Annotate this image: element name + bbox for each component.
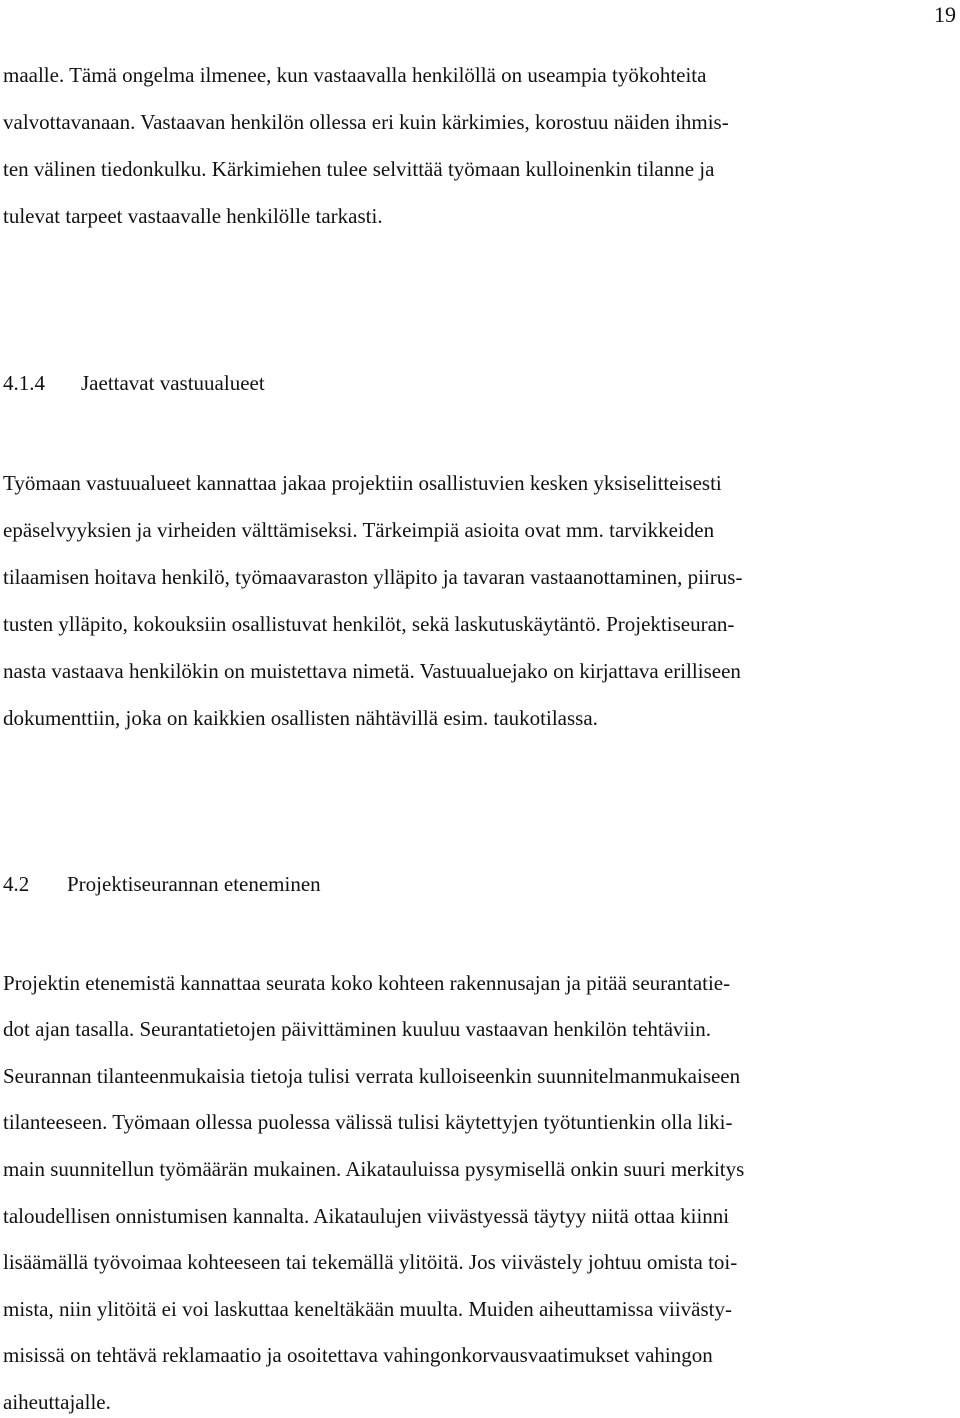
text-line: tilaamisen hoitava henkilö, työmaavaraston ylläpito ja tavaran vastaanottaminen, piirus-	[3, 565, 743, 589]
section-title: Jaettavat vastuualueet	[81, 371, 265, 395]
text-line: misissä on tehtävä reklamaatio ja osoitettava vahingonkorvausvaatimukset vahingon	[3, 1343, 713, 1367]
text-line: nasta vastaava henkilökin on muistettava nimetä. Vastuualuejako on kirjattava erilliseen	[3, 659, 741, 683]
text-line: tusten ylläpito, kokouksiin osallistuvat henkilöt, sekä laskutuskäytäntö. Projektiseuran-	[3, 612, 735, 636]
text-line: epäselvyyksien ja virheiden välttämiseksi. Tärkeimpiä asioita ovat mm. tarvikkeiden	[3, 518, 715, 542]
section-number: 4.1.4	[3, 371, 45, 395]
page-number: 19	[934, 2, 956, 27]
text-line: taloudellisen onnistumisen kannalta. Aikataulujen viivästyessä täytyy niitä ottaa kiinni	[3, 1204, 730, 1228]
text-line: Seurannan tilanteenmukaisia tietoja tulisi verrata kulloiseenkin suunnitelmanmukaiseen	[3, 1064, 741, 1088]
section-number: 4.2	[3, 872, 30, 896]
text-line: mista, niin ylitöitä ei voi laskuttaa keneltäkään muulta. Muiden aiheuttamissa viivästy-	[3, 1297, 733, 1321]
text-line: ten välinen tiedonkulku. Kärkimiehen tulee selvittää työmaan kulloinenkin tilanne ja	[3, 157, 715, 181]
text-line: valvottavanaan. Vastaavan henkilön ollessa eri kuin kärkimies, korostuu näiden ihmis-	[3, 110, 729, 134]
text-line: tulevat tarpeet vastaavalle henkilölle tarkasti.	[3, 204, 383, 228]
section-title: Projektiseurannan eteneminen	[67, 872, 321, 896]
text-line: dot ajan tasalla. Seurantatietojen päivittäminen kuuluu vastaavan henkilön tehtäviin.	[3, 1017, 711, 1041]
text-line: maalle. Tämä ongelma ilmenee, kun vastaavalla henkilöllä on useampia työkohteita	[3, 63, 707, 87]
text-line: Työmaan vastuualueet kannattaa jakaa projektiin osallistuvien kesken yksiselitteisesti	[3, 471, 722, 495]
text-line: main suunnitellun työmäärän mukainen. Aikatauluissa pysymisellä onkin suuri merkitys	[3, 1157, 745, 1181]
text-line: dokumenttiin, joka on kaikkien osallisten nähtävillä esim. taukotilassa.	[3, 706, 598, 730]
text-line: Projektin etenemistä kannattaa seurata koko kohteen rakennusajan ja pitää seurantatie-	[3, 971, 731, 995]
text-line: lisäämällä työvoimaa kohteeseen tai tekemällä ylitöitä. Jos viivästely johtuu omista toi-	[3, 1250, 738, 1274]
section-heading-4-1-4	[3, 370, 265, 396]
text-line: tilanteeseen. Työmaan ollessa puolessa välissä tulisi käytettyjen työtuntienkin olla liki-	[3, 1110, 733, 1134]
section-heading-4-2	[3, 871, 321, 897]
text-line: aiheuttajalle.	[3, 1390, 111, 1414]
